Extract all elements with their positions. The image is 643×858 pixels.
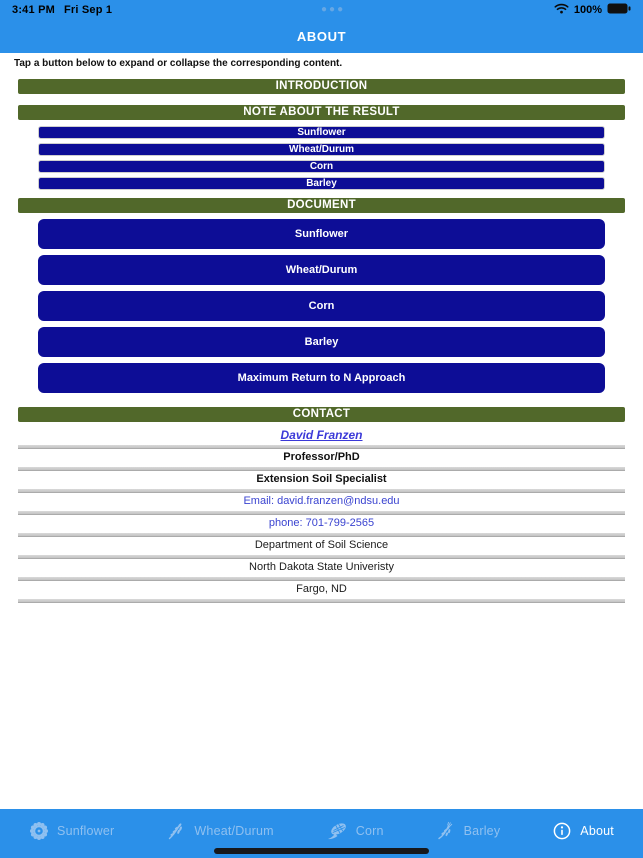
status-time: 3:41 PM (12, 4, 55, 16)
document-button-max-return-n[interactable]: Maximum Return to N Approach (38, 363, 605, 393)
home-indicator[interactable] (214, 848, 429, 854)
tab-about[interactable] (552, 821, 614, 841)
contact-department-row: Department of Soil Science (254, 539, 389, 551)
status-date: Fri Sep 1 (63, 4, 113, 16)
multitasking-dots[interactable]: ●●● (320, 4, 346, 15)
divider (18, 555, 625, 559)
document-button-corn[interactable]: Corn (38, 291, 605, 321)
section-button-document[interactable]: DOCUMENT (18, 198, 625, 213)
contact-phone-link[interactable]: phone: 701-799-2565 (268, 517, 375, 529)
tab-label: Barley (463, 823, 501, 838)
tab-label: Corn (355, 823, 384, 838)
contact-email-link[interactable]: Email: david.franzen@ndsu.edu (243, 495, 400, 507)
tab-label: Sunflower (57, 823, 115, 838)
wifi-icon (554, 3, 569, 17)
document-button-group (0, 219, 643, 393)
battery-percent: 100% (573, 4, 602, 16)
divider (18, 445, 625, 449)
contact-name-link[interactable]: David Franzen (280, 428, 363, 442)
section-button-introduction[interactable]: INTRODUCTION (18, 79, 625, 94)
tab-label: Wheat/Durum (194, 823, 274, 838)
document-button-barley[interactable]: Barley (38, 327, 605, 357)
divider (18, 511, 625, 515)
divider (18, 577, 625, 581)
nav-header (0, 20, 643, 53)
contact-university-row: North Dakota State Univeristy (249, 561, 394, 573)
status-bar (0, 0, 643, 20)
tab-barley[interactable] (436, 821, 501, 841)
info-icon (552, 821, 572, 841)
sunflower-icon (29, 821, 49, 841)
divider (18, 467, 625, 471)
tab-label: About (580, 823, 614, 838)
contact-specialty-row: Extension Soil Specialist (256, 473, 387, 485)
divider (18, 599, 625, 603)
tab-sunflower[interactable] (29, 821, 114, 841)
note-button-corn[interactable]: Corn (38, 160, 605, 173)
page-title: ABOUT (296, 29, 347, 44)
note-button-sunflower[interactable]: Sunflower (38, 126, 605, 139)
status-time-date (12, 4, 112, 16)
document-button-sunflower[interactable]: Sunflower (38, 219, 605, 249)
contact-panel (0, 428, 643, 603)
barley-icon (436, 821, 456, 841)
section-button-contact[interactable]: CONTACT (18, 407, 625, 422)
wheat-icon (166, 821, 186, 841)
divider (18, 533, 625, 537)
instructions-text: Tap a button below to expand or collapse the corresponding content. (14, 58, 343, 69)
note-button-group (0, 126, 643, 190)
contact-city-row: Fargo, ND (296, 583, 347, 595)
divider (18, 489, 625, 493)
battery-icon (607, 3, 631, 17)
note-button-barley[interactable]: Barley (38, 177, 605, 190)
corn-icon (326, 821, 348, 841)
contact-title-row: Professor/PhD (283, 451, 360, 463)
document-button-wheat-durum[interactable]: Wheat/Durum (38, 255, 605, 285)
note-button-wheat-durum[interactable]: Wheat/Durum (38, 143, 605, 156)
tab-corn[interactable] (326, 821, 384, 841)
tab-wheat-durum[interactable] (166, 821, 273, 841)
section-button-note[interactable]: NOTE ABOUT THE RESULT (18, 105, 625, 120)
